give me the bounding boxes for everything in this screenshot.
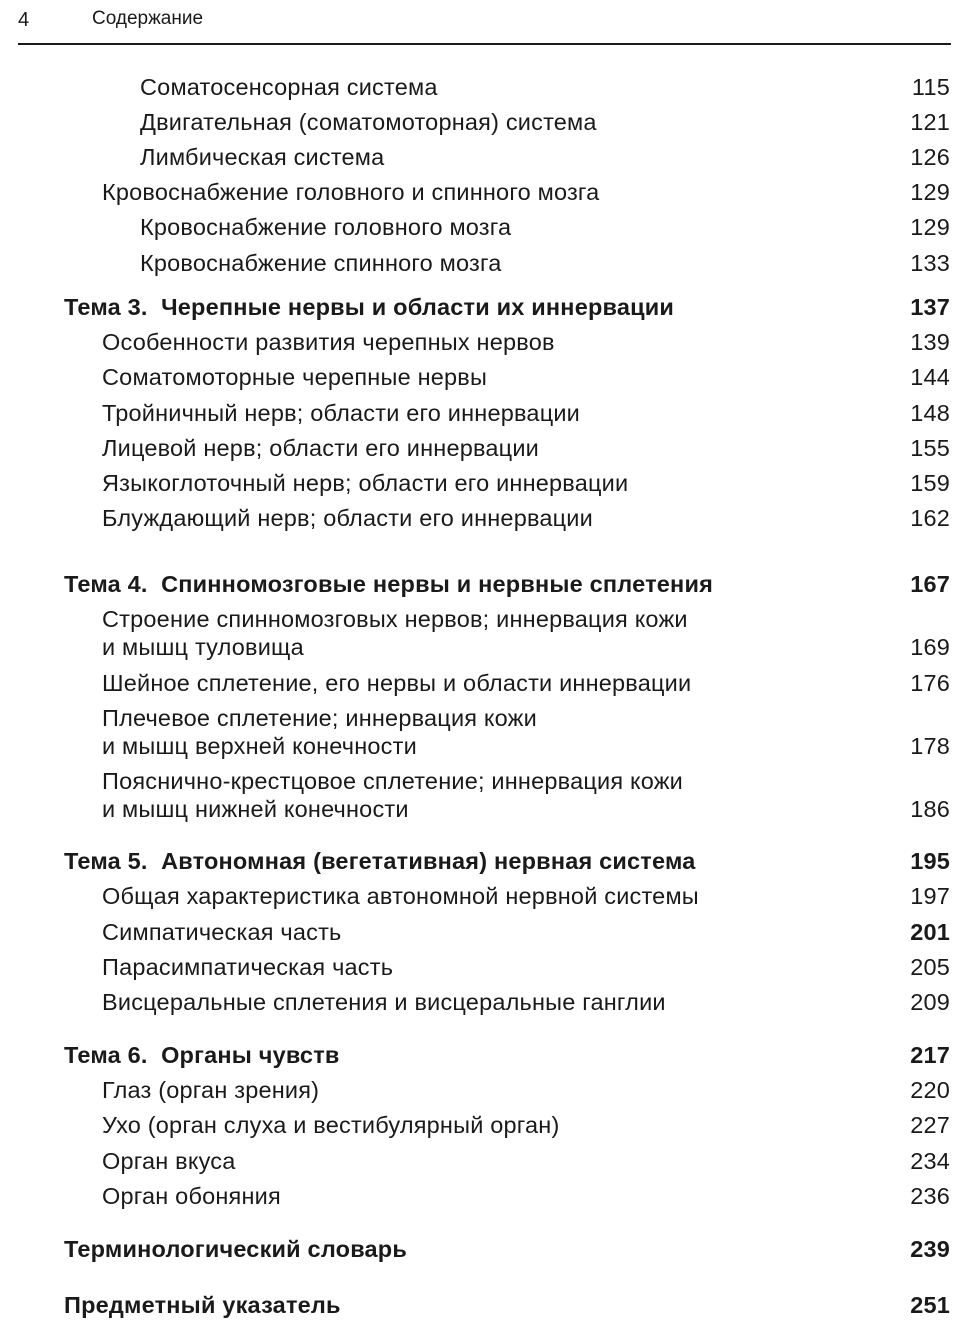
toc-entry-page: 139 [910, 329, 950, 355]
toc-entry-page: 162 [910, 505, 950, 531]
toc-entry-page: 209 [910, 989, 950, 1015]
toc-entry-page: 205 [910, 954, 950, 980]
toc-entry-page: 201 [910, 919, 950, 945]
toc-entry-page: 236 [910, 1183, 950, 1209]
toc-entry-page: 144 [910, 364, 950, 390]
toc-entry-page: 159 [910, 470, 950, 496]
toc-chapter-page: 239 [910, 1236, 950, 1262]
toc-entry-title: Двигательная (соматомоторная) система [140, 109, 597, 135]
toc-entry-title: Кровоснабжение спинного мозга [140, 250, 502, 276]
toc-entry-page: 121 [910, 109, 950, 135]
toc-entry-page: 178 [910, 733, 950, 759]
toc-entry-page: 220 [910, 1077, 950, 1103]
toc-entry-title: Парасимпатическая часть [102, 954, 394, 980]
toc-entry-title: Лимбическая система [140, 144, 385, 170]
toc-entry-title: Блуждающий нерв; области его иннервации [102, 505, 593, 531]
toc-entry-title: Плечевое сплетение; иннервация кожи [102, 705, 537, 731]
toc-entry-title: Соматосенсорная система [140, 74, 438, 100]
toc-entry-page: 148 [910, 400, 950, 426]
toc-entry-page: 176 [910, 670, 950, 696]
toc-entry-page: 133 [910, 250, 950, 276]
toc-entry-page: 234 [910, 1148, 950, 1174]
toc-chapter-page: 167 [910, 571, 950, 597]
toc-chapter-page: 217 [910, 1042, 950, 1068]
toc-entry-title: Симпатическая часть [102, 919, 342, 945]
toc-entry-page: 126 [910, 144, 950, 170]
toc-chapter-page: 251 [910, 1292, 950, 1318]
toc-entry-title: Висцеральные сплетения и висцеральные ганглии [102, 989, 666, 1015]
toc-entry-title: Орган обоняния [102, 1183, 281, 1209]
toc-entry-title-line2: и мышц туловища [102, 634, 304, 660]
toc-chapter-title: Тема 5. Автономная (вегетативная) нервная система [64, 848, 696, 874]
page-number: 4 [18, 9, 30, 31]
toc-entry-title: Особенности развития черепных нервов [102, 329, 555, 355]
toc-entry-title: Лицевой нерв; области его иннервации [102, 435, 539, 461]
toc-entry-page: 129 [910, 214, 950, 240]
toc-entry-page: 129 [910, 179, 950, 205]
toc-entry-title: Глаз (орган зрения) [102, 1077, 320, 1103]
toc-entry-page: 169 [910, 634, 950, 660]
toc-chapter-title: Тема 3. Черепные нервы и области их иннервации [64, 294, 675, 320]
toc-chapter-page: 195 [910, 848, 950, 874]
toc-entry-title: Ухо (орган слуха и вестибулярный орган) [102, 1112, 560, 1138]
toc-entry-title: Языкоглоточный нерв; области его иннервации [102, 470, 629, 496]
toc-chapter-page: 137 [910, 294, 950, 320]
toc-entry-title-line2: и мышц нижней конечности [102, 796, 409, 822]
toc-entry-title: Общая характеристика автономной нервной системы [102, 883, 699, 909]
toc-entry-title: Орган вкуса [102, 1148, 236, 1174]
toc-entry-page: 155 [910, 435, 950, 461]
toc-chapter-title: Предметный указатель [64, 1292, 341, 1318]
toc-entry-page: 186 [910, 796, 950, 822]
toc-chapter-title: Тема 4. Спинномозговые нервы и нервные сплетения [64, 571, 714, 597]
toc-entry-title: Кровоснабжение головного мозга [140, 214, 512, 240]
toc-entry-title: Строение спинномозговых нервов; иннервация кожи [102, 606, 688, 632]
toc-entry-page: 197 [910, 883, 950, 909]
toc-chapter-title: Терминологический словарь [64, 1236, 408, 1262]
toc-entry-title: Кровоснабжение головного и спинного мозга [102, 179, 600, 205]
running-title: Содержание [92, 8, 204, 29]
toc-entry-title: Тройничный нерв; области его иннервации [102, 400, 581, 426]
toc-entry-page: 115 [911, 74, 950, 100]
toc-chapter-title: Тема 6. Органы чувств [64, 1042, 340, 1068]
toc-entry-page: 227 [910, 1112, 950, 1138]
toc-entry-title: Пояснично-крестцовое сплетение; иннервация кожи [102, 768, 683, 794]
toc-entry-title-line2: и мышц верхней конечности [102, 733, 417, 759]
toc-entry-title: Соматомоторные черепные нервы [102, 364, 488, 390]
toc-entry-title: Шейное сплетение, его нервы и области иннервации [102, 670, 692, 696]
